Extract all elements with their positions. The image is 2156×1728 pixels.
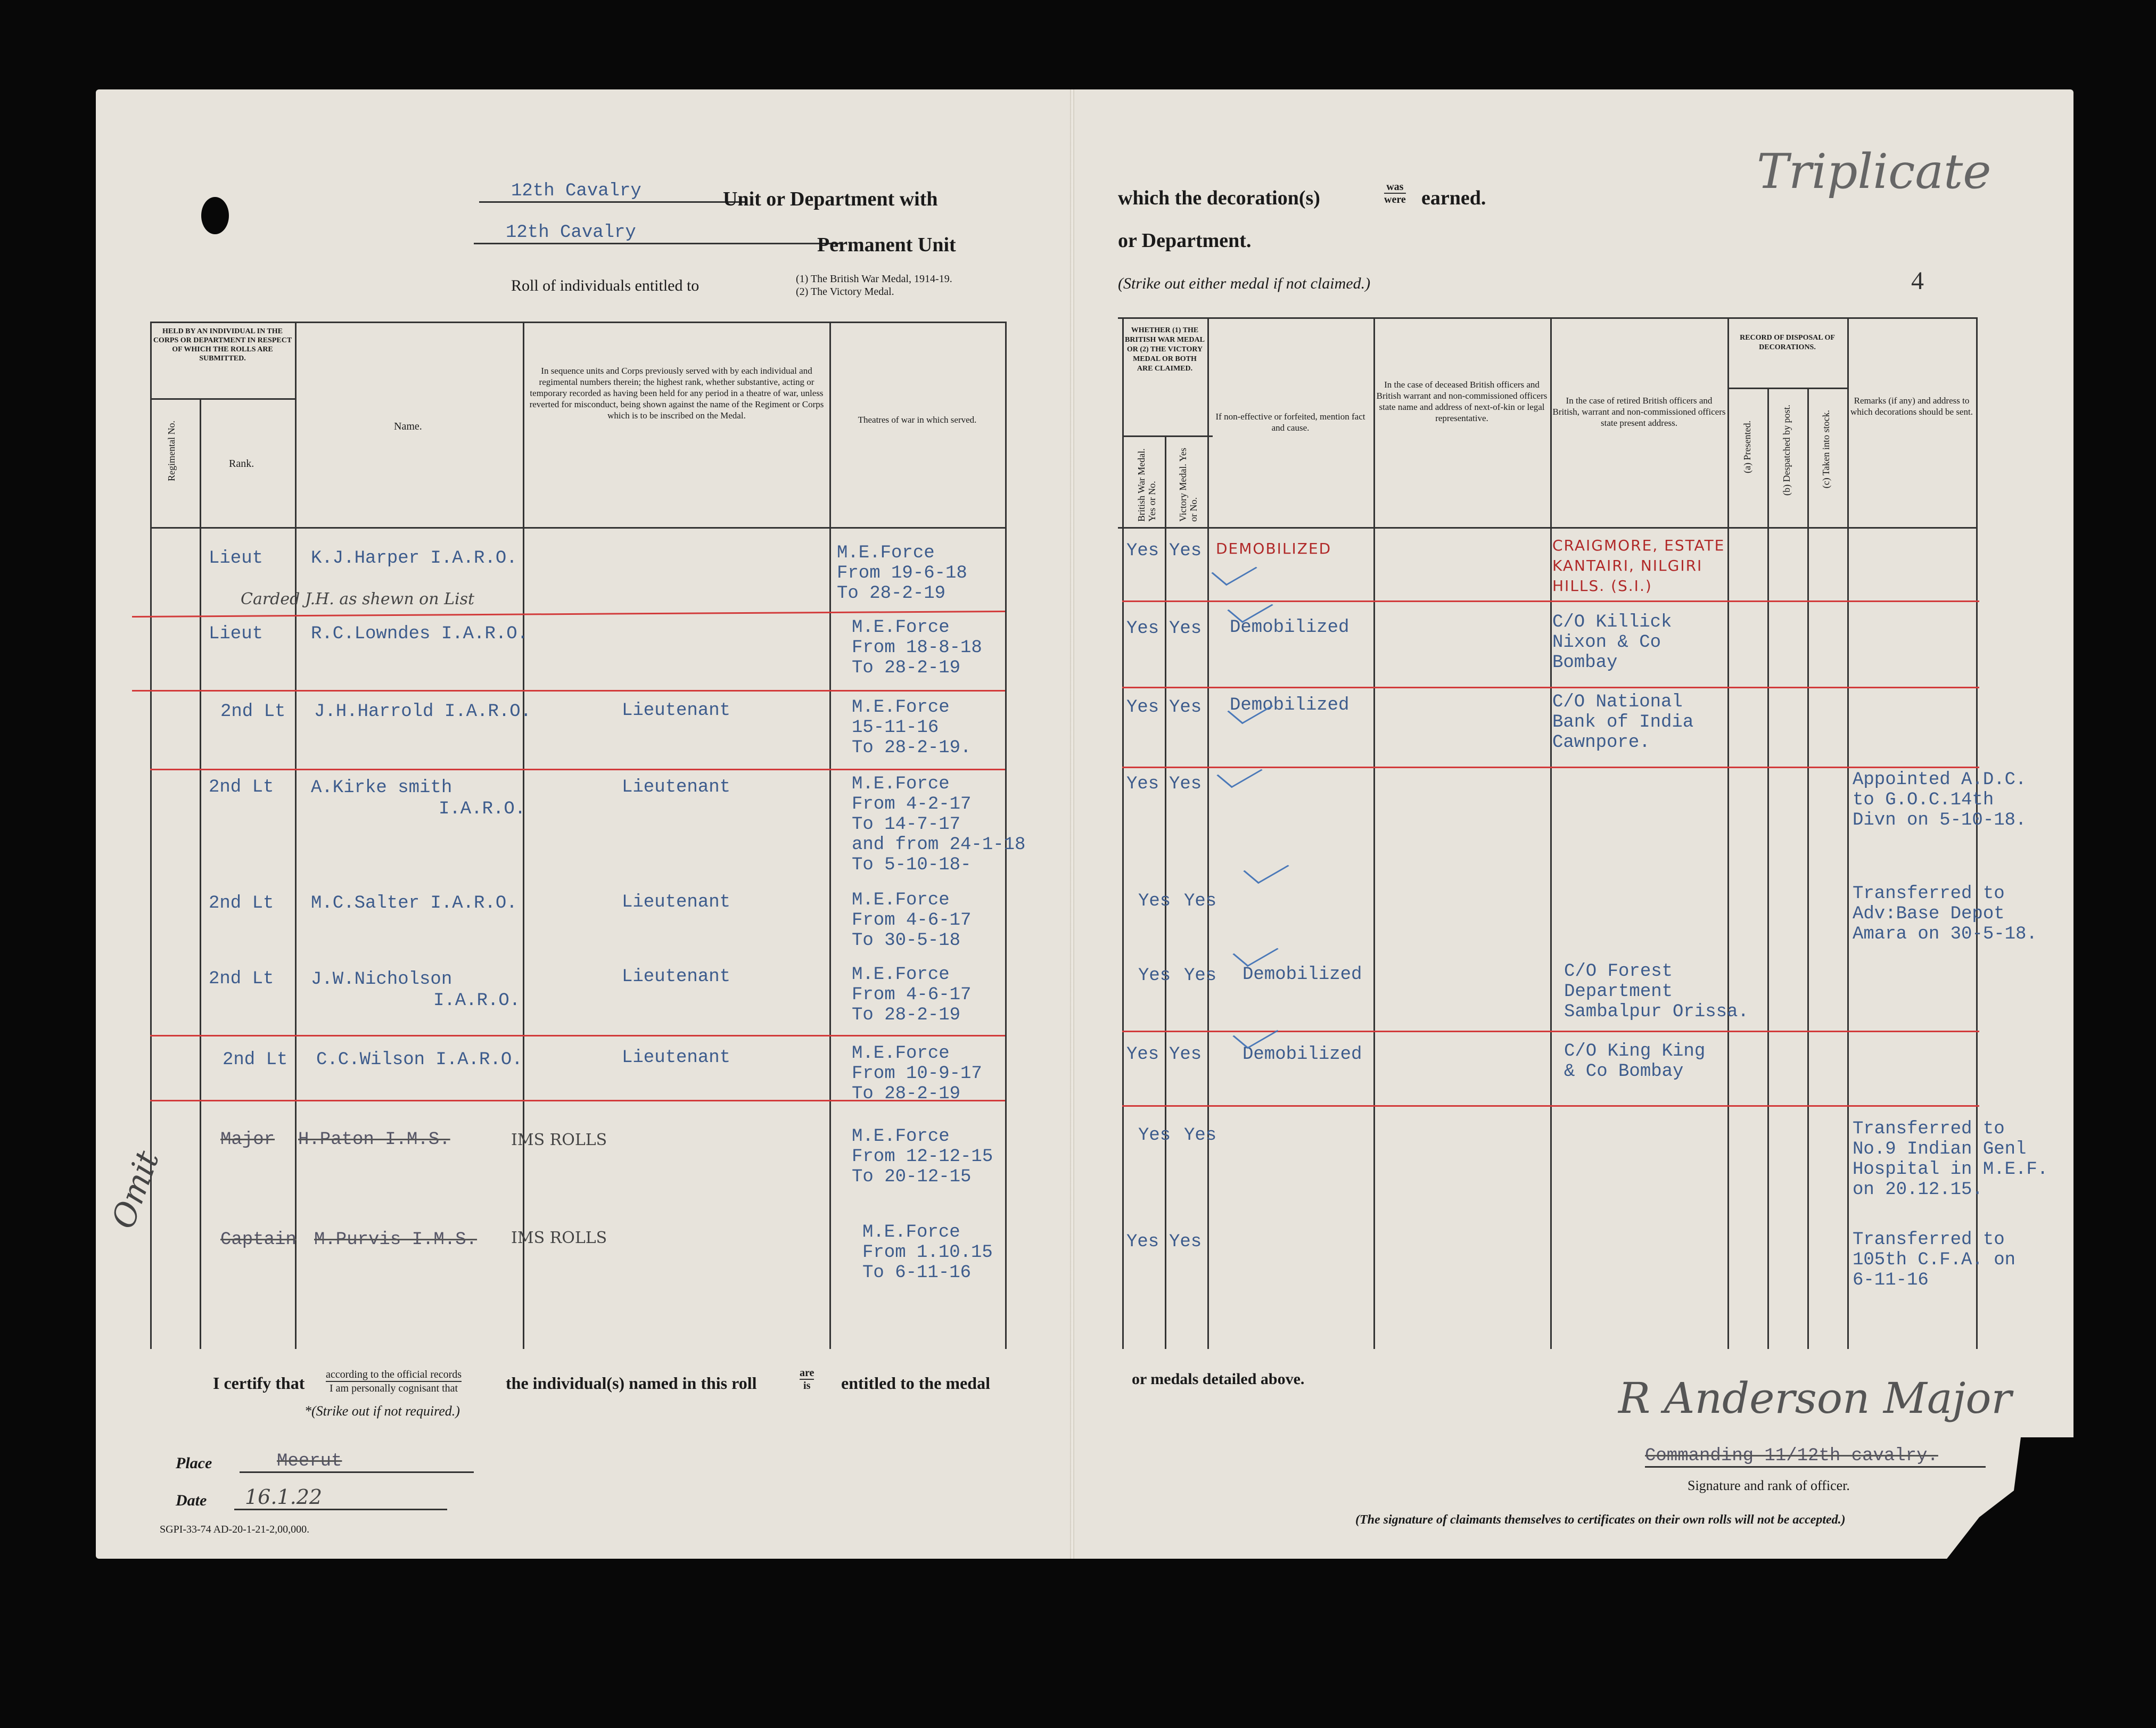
name-line: A.Kirke smith [311,778,452,798]
omit-margin-note: Omit [104,1146,167,1234]
remarks-line: 105th C.F.A. on [1853,1250,2016,1270]
row0-name: K.J.Harper I.A.R.O. [311,548,517,569]
or-department: or Department. [1118,229,1252,252]
col-remarks: Remarks (if any) and address to which decorations should be sent. [1850,396,1973,417]
theatre-line: To 30-5-18 [852,931,961,951]
vline-9 [1207,317,1209,1349]
document-paper [96,89,2073,1559]
medal-1: (1) The British War Medal, 1914-19. [796,273,952,285]
theatre-line: To 6-11-16 [862,1263,972,1283]
theatre-line: From 4-6-17 [852,910,972,931]
permanent-unit-value: 12th Cavalry [474,223,841,244]
theatre-line: M.E.Force [852,1043,950,1064]
footer-strike-note: *(Strike out if not required.) [305,1403,460,1419]
certify-options [326,1368,462,1395]
theatre-line: M.E.Force [852,890,950,910]
theatre-line: From 19-6-18 [837,563,967,583]
permanent-unit-label: Permanent Unit [817,234,956,256]
row4-vm: Yes [1184,891,1217,911]
remarks-line: Transferred to [1853,1230,2005,1250]
theatre-line: 15-11-16 [852,718,939,738]
theatre-line: M.E.Force [852,965,950,985]
remarks-line: on 20.12.15. [1853,1180,1983,1200]
place-label: Place [176,1454,212,1472]
row3-bwm: Yes [1126,774,1159,794]
col-name: Name. [394,421,422,432]
medal-2: (2) The Victory Medal. [796,286,894,298]
address-line: Cawnpore. [1552,733,1650,753]
remarks-line: Adv:Base Depot [1853,904,2005,924]
col-despatched: (b) Despatched by post. [1781,405,1792,496]
row0-non-effective: DEMOBILIZED [1216,540,1332,557]
row-separator [1122,1105,1979,1107]
theatre-line: M.E.Force [852,697,950,718]
disposal-divider [1727,388,1847,389]
col-sequence: In sequence units and Corps previously served with by each individual and regimental numbers therein; the highest rank, whether substantive, acting or temporary recorded as having been held for any period in a theatre of war, unless reverted for misconduct, being shown against the name of the Regiment or Corps which is to be inscribed on the Medal. [529,366,824,421]
address-line: Department [1564,982,1673,1002]
address-line: HILLS. (S.I.) [1552,577,1652,595]
row8-rank: Captain [220,1230,297,1250]
vline-2 [200,398,201,1349]
vline-11 [1550,317,1552,1349]
punch-hole [201,197,229,234]
row4-rank: 2nd Lt [209,893,274,914]
row5-vm: Yes [1184,966,1217,986]
row1-address [1552,612,1672,673]
row6-non-effective: Demobilized [1242,1044,1362,1065]
earned-text: earned. [1421,187,1486,209]
certify-text: I certify that [213,1373,305,1393]
theatre-line: From 1.10.15 [862,1242,993,1263]
address-line: Nixon & Co [1552,632,1661,653]
address-line: Bombay [1552,653,1618,673]
row5-rank: 2nd Lt [209,969,274,989]
theatre-line: and from 24-1-18 [852,835,1026,855]
page-number: 4 [1911,267,1924,295]
col-theatres: Theatres of war in which served. [858,415,977,425]
remarks-line: No.9 Indian Genl [1853,1139,2027,1159]
row7-bwm: Yes [1138,1125,1171,1146]
entitled-text: entitled to the medal [841,1373,990,1393]
row2-name: J.H.Harrold I.A.R.O. [314,702,532,722]
row2-address [1552,692,1693,753]
row-separator [132,690,1005,692]
address-line: KANTAIRI, NILGIRI [1552,557,1703,574]
whether-divider [1122,435,1213,437]
address-line: Sambalpur Orissa. [1564,1002,1749,1022]
name-line: I.A.R.O. [439,799,526,819]
address-line: C/O King King [1564,1041,1706,1062]
remarks-line: 6-11-16 [1853,1270,1929,1290]
row6-theatre [852,1043,982,1104]
name-line: J.W.Nicholson [311,969,452,990]
cognisant-text: I am personally cognisant that [330,1383,458,1394]
col-regimental-no: Regimental No. [166,421,177,481]
vline-4 [523,322,524,1349]
address-line: Bank of India [1552,712,1694,733]
row2-vm: Yes [1169,697,1202,718]
date-label: Date [176,1492,207,1509]
row0-vm: Yes [1169,541,1202,561]
theatre-line: To 20-12-15 [852,1167,972,1187]
theatre-line: To 5-10-18- [852,855,972,875]
row-separator [150,769,1005,770]
row0-rank: Lieut [209,548,264,569]
row7-rank: Major [220,1130,275,1150]
vline-12 [1727,317,1729,1349]
row5-theatre [852,965,971,1025]
col-retired: In the case of retired British officers and British, warrant and non-commissioned officers state present address. [1552,396,1726,428]
address-line: CRAIGMORE, ESTATE [1552,537,1725,554]
theatre-line: M.E.Force [852,1126,950,1147]
row4-remarks [1853,884,2037,944]
officer-signature: R Anderson Major [1618,1373,2012,1423]
row3-name [311,777,525,820]
are-text: are [800,1367,814,1379]
row-separator [150,1035,1005,1036]
theatre-line: M.E.Force [862,1222,960,1242]
row7-name: H.Paton I.M.S. [298,1130,450,1150]
vline-3 [295,322,297,1349]
remarks-line: Divn on 5-10-18. [1853,810,2027,830]
remarks-line: Appointed A.D.C. [1853,770,2027,790]
row1-vm: Yes [1169,619,1202,639]
row1-name: R.C.Lowndes I.A.R.O. [311,624,529,644]
remarks-line: Amara on 30-5-18. [1853,924,2037,944]
are-is [800,1367,814,1392]
theatre-line: To 14-7-17 [852,814,961,835]
row5-address [1564,961,1749,1022]
claimants-note: (The signature of claimants themselves to certificates on their own rolls will not be accepted.) [1355,1513,1846,1527]
row4-bwm: Yes [1138,891,1171,911]
commanding-text: Commanding 11/12th cavalry. [1645,1446,1986,1468]
or-medals-text: or medals detailed above. [1132,1370,1305,1388]
row6-vm: Yes [1169,1044,1202,1065]
row7-theatre [852,1126,993,1187]
vline-10 [1373,317,1375,1349]
row8-remarks [1853,1230,2015,1290]
address-line: C/O Forest [1564,961,1673,982]
row7-remarks [1853,1119,2048,1200]
remarks-line: to G.O.C.14th [1853,790,1994,810]
theatre-line: From 4-6-17 [852,985,972,1005]
theatre-line: M.E.Force [837,543,935,563]
address-line: C/O National [1552,692,1683,712]
theatre-line: From 4-2-17 [852,794,972,814]
was-text: was [1384,181,1406,194]
remarks-line: Hospital in M.E.F. [1853,1159,2048,1180]
center-fold [1070,89,1074,1559]
col-deceased: In the case of deceased British officers and British warrant and non-commissioned officers state name and address of next-of-kin or legal representative. [1376,380,1548,423]
signature-rank-label: Signature and rank of officer. [1688,1478,1850,1493]
col-held-by: HELD BY AN INDIVIDUAL IN THE CORPS OR DEPARTMENT IN RESPECT OF WHICH THE ROLLS ARE SUBMITTED. [153,327,292,363]
col-presented: (a) Presented. [1742,421,1752,473]
row2-corps: Lieutenant [622,701,731,721]
theatre-line: From 18-8-18 [852,638,982,658]
col-record-disposal: RECORD OF DISPOSAL OF DECORATIONS. [1740,334,1835,351]
was-were [1384,181,1406,205]
row3-corps: Lieutenant [622,777,731,797]
row3-remarks [1853,770,2026,830]
unit-with-value: 12th Cavalry [479,181,745,203]
row2-non-effective: Demobilized [1230,695,1349,715]
roll-text: Roll of individuals entitled to [511,277,700,294]
col-taken-stock: (c) Taken into stock. [1821,410,1831,489]
row5-corps: Lieutenant [622,967,731,987]
name-line: I.A.R.O. [433,991,521,1011]
remarks-line: Transferred to [1853,1119,2005,1139]
vline-14 [1807,388,1809,1349]
print-reference: SGPI-33-74 AD-20-1-21-2,00,000. [160,1524,310,1535]
col-whether: WHETHER (1) THE BRITISH WAR MEDAL OR (2) THE VICTORY MEDAL OR BOTH ARE CLAIMED. [1125,326,1205,373]
vline-15 [1847,317,1849,1349]
were-text: were [1384,194,1406,205]
strike-note: (Strike out either medal if not claimed.) [1118,275,1371,292]
theatre-line: From 12-12-15 [852,1147,993,1167]
date-value: 16.1.22 [234,1485,447,1510]
row4-name: M.C.Salter I.A.R.O. [311,893,517,914]
row5-non-effective: Demobilized [1242,965,1362,985]
row1-rank: Lieut [209,624,264,644]
row0-annotation: Carded J.H. as shewn on List [241,590,475,608]
row4-theatre [852,890,971,951]
row6-corps: Lieutenant [622,1048,731,1068]
row7-vm: Yes [1184,1125,1217,1146]
theatre-line: To 28-2-19 [852,1084,961,1104]
row5-bwm: Yes [1138,966,1171,986]
row1-theatre [852,618,982,678]
row3-vm: Yes [1169,774,1202,794]
address-line: C/O Killick [1552,612,1672,632]
theatre-line: To 28-2-19 [852,1005,961,1025]
row1-bwm: Yes [1126,619,1159,639]
theatre-line: M.E.Force [852,774,950,794]
theatre-line: M.E.Force [852,618,950,638]
row3-theatre [852,774,1025,875]
row8-vm: Yes [1169,1232,1202,1252]
row0-address [1552,536,1725,596]
row6-bwm: Yes [1126,1044,1159,1065]
row8-bwm: Yes [1126,1232,1159,1252]
row2-bwm: Yes [1126,697,1159,718]
vline-7 [1122,317,1124,1349]
theatre-line: From 10-9-17 [852,1064,982,1084]
place-value: Meerut [240,1451,474,1473]
col-vm: Victory Medal. Yes or No. [1178,448,1199,522]
is-text: is [803,1380,811,1392]
official-records-text: according to the official records [326,1368,462,1382]
header-bottom-left [150,527,1006,529]
row6-rank: 2nd Lt [223,1050,288,1070]
col-rank: Rank. [229,458,254,470]
row8-name: M.Purvis I.M.S. [314,1230,478,1250]
row6-name: C.C.Wilson I.A.R.O. [316,1050,523,1070]
row8-ims-note: IMS ROLLS [511,1229,607,1247]
col-non-effective: If non-effective or forfeited, mention fact and cause. [1215,412,1365,433]
row6-address [1564,1041,1705,1082]
vline-13 [1767,388,1769,1349]
theatre-line: To 28-2-19. [852,738,972,758]
row3-rank: 2nd Lt [209,777,274,797]
vline-5 [829,322,831,1349]
col-bwm: British War Medal. Yes or No. [1136,448,1157,522]
row4-corps: Lieutenant [622,892,731,912]
row5-name [311,969,520,1011]
table-top-left [150,322,1006,323]
row1-non-effective: Demobilized [1230,618,1349,638]
row0-bwm: Yes [1126,541,1159,561]
individuals-text: the individual(s) named in this roll [506,1373,757,1393]
row8-theatre [862,1222,993,1283]
heldby-divider [150,398,295,400]
theatre-line: To 28-2-19 [852,658,961,678]
decoration-text: which the decoration(s) [1118,187,1320,209]
row-separator [1122,687,1979,688]
row2-rank: 2nd Lt [220,702,286,722]
remarks-line: Transferred to [1853,884,2005,904]
address-line: & Co Bombay [1564,1062,1684,1082]
row0-theatre [837,543,967,604]
medal-list [796,273,952,298]
row7-ims-note: IMS ROLLS [511,1131,607,1149]
theatre-line: To 28-2-19 [837,583,946,604]
row2-theatre [852,697,971,758]
triplicate-note: Triplicate [1757,144,1992,200]
unit-with-label: Unit or Department with [723,188,938,210]
